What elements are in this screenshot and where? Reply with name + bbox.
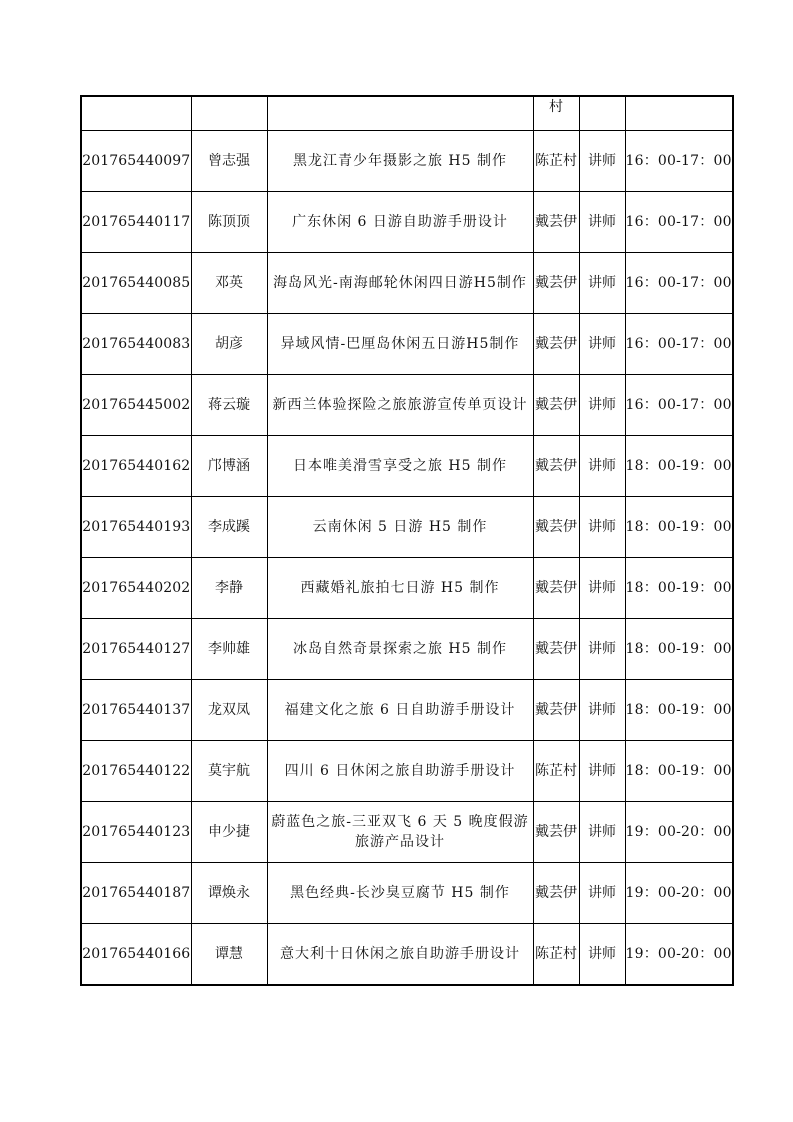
student-id-cell: 201765445002 [81, 375, 191, 436]
tutor-cell: 戴芸伊 [533, 619, 579, 680]
project-title-cell: 蔚蓝色之旅-三亚双飞 6 天 5 晚度假游旅游产品设计 [267, 802, 533, 863]
student-id-cell: 201765440166 [81, 924, 191, 986]
table-row [81, 192, 733, 253]
student-name-cell: 李成蹊 [191, 497, 267, 558]
tutor-cell: 戴芸伊 [533, 436, 579, 497]
tutor-cell: 陈芷村 [533, 741, 579, 802]
tutor-cell: 戴芸伊 [533, 253, 579, 314]
time-slot-cell: 16：00-17：00 [625, 131, 733, 192]
time-slot-cell: 18：00-19：00 [625, 436, 733, 497]
student-name-cell: 邓英 [191, 253, 267, 314]
student-id-cell: 201765440187 [81, 863, 191, 924]
student-id-cell [81, 96, 191, 131]
tutor-cell: 戴芸伊 [533, 863, 579, 924]
tutor-cell: 陈芷村 [533, 924, 579, 986]
table-row [81, 863, 733, 924]
tutor-rank-cell: 讲师 [579, 680, 625, 741]
tutor-rank-cell: 讲师 [579, 436, 625, 497]
table-row [81, 253, 733, 314]
student-id-cell: 201765440123 [81, 802, 191, 863]
student-id-cell: 201765440202 [81, 558, 191, 619]
table-row [81, 314, 733, 375]
schedule-table [80, 95, 734, 986]
time-slot-cell: 16：00-17：00 [625, 253, 733, 314]
table-row [81, 680, 733, 741]
table-row [81, 131, 733, 192]
student-name-cell: 曾志强 [191, 131, 267, 192]
tutor-cell: 戴芸伊 [533, 192, 579, 253]
student-name-cell [191, 96, 267, 131]
time-slot-cell: 18：00-19：00 [625, 558, 733, 619]
time-slot-cell: 18：00-19：00 [625, 680, 733, 741]
student-name-cell: 谭慧 [191, 924, 267, 986]
project-title-cell: 云南休闲 5 日游 H5 制作 [267, 497, 533, 558]
student-id-cell: 201765440097 [81, 131, 191, 192]
tutor-rank-cell: 讲师 [579, 131, 625, 192]
student-name-cell: 陈顶顶 [191, 192, 267, 253]
table-row [81, 497, 733, 558]
tutor-cell: 戴芸伊 [533, 802, 579, 863]
project-title-cell: 四川 6 日休闲之旅自助游手册设计 [267, 741, 533, 802]
project-title-cell: 黑龙江青少年摄影之旅 H5 制作 [267, 131, 533, 192]
tutor-cell: 戴芸伊 [533, 558, 579, 619]
table-row [81, 619, 733, 680]
project-title-cell: 福建文化之旅 6 日自助游手册设计 [267, 680, 533, 741]
time-slot-cell: 16：00-17：00 [625, 314, 733, 375]
tutor-cell: 戴芸伊 [533, 375, 579, 436]
project-title-cell: 新西兰体验探险之旅旅游宣传单页设计 [267, 375, 533, 436]
table-row [81, 558, 733, 619]
student-name-cell: 龙双凤 [191, 680, 267, 741]
student-name-cell: 胡彦 [191, 314, 267, 375]
tutor-rank-cell [579, 96, 625, 131]
student-name-cell: 邝博涵 [191, 436, 267, 497]
student-id-cell: 201765440137 [81, 680, 191, 741]
student-name-cell: 李帅雄 [191, 619, 267, 680]
project-title-cell: 海岛风光-南海邮轮休闲四日游H5制作 [267, 253, 533, 314]
student-name-cell: 莫宇航 [191, 741, 267, 802]
time-slot-cell: 16：00-17：00 [625, 375, 733, 436]
project-title-cell: 日本唯美滑雪享受之旅 H5 制作 [267, 436, 533, 497]
table-row [81, 802, 733, 863]
tutor-cell: 戴芸伊 [533, 497, 579, 558]
project-title-cell: 异域风情-巴厘岛休闲五日游H5制作 [267, 314, 533, 375]
table-row [81, 741, 733, 802]
time-slot-cell: 19：00-20：00 [625, 802, 733, 863]
tutor-rank-cell: 讲师 [579, 314, 625, 375]
student-name-cell: 申少捷 [191, 802, 267, 863]
tutor-rank-cell: 讲师 [579, 192, 625, 253]
student-id-cell: 201765440085 [81, 253, 191, 314]
tutor-rank-cell: 讲师 [579, 802, 625, 863]
time-slot-cell: 18：00-19：00 [625, 741, 733, 802]
time-slot-cell: 18：00-19：00 [625, 497, 733, 558]
tutor-rank-cell: 讲师 [579, 619, 625, 680]
project-title-cell: 西藏婚礼旅拍七日游 H5 制作 [267, 558, 533, 619]
tutor-cell: 戴芸伊 [533, 680, 579, 741]
time-slot-cell: 18：00-19：00 [625, 619, 733, 680]
table-row [81, 436, 733, 497]
student-id-cell: 201765440117 [81, 192, 191, 253]
table-row-continued [81, 96, 733, 131]
tutor-rank-cell: 讲师 [579, 924, 625, 986]
time-slot-cell: 16：00-17：00 [625, 192, 733, 253]
student-id-cell: 201765440127 [81, 619, 191, 680]
tutor-rank-cell: 讲师 [579, 558, 625, 619]
project-title-cell: 广东休闲 6 日游自助游手册设计 [267, 192, 533, 253]
tutor-rank-cell: 讲师 [579, 863, 625, 924]
project-title-cell: 冰岛自然奇景探索之旅 H5 制作 [267, 619, 533, 680]
student-name-cell: 谭焕永 [191, 863, 267, 924]
student-id-cell: 201765440162 [81, 436, 191, 497]
time-slot-cell: 19：00-20：00 [625, 863, 733, 924]
time-slot-cell: 19：00-20：00 [625, 924, 733, 986]
project-title-cell: 意大利十日休闲之旅自助游手册设计 [267, 924, 533, 986]
student-name-cell: 李静 [191, 558, 267, 619]
time-slot-cell [625, 96, 733, 131]
tutor-rank-cell: 讲师 [579, 741, 625, 802]
tutor-rank-cell: 讲师 [579, 497, 625, 558]
student-id-cell: 201765440193 [81, 497, 191, 558]
student-id-cell: 201765440083 [81, 314, 191, 375]
project-title-cell [267, 96, 533, 131]
project-title-cell: 黑色经典-长沙臭豆腐节 H5 制作 [267, 863, 533, 924]
tutor-cell: 陈芷村 [533, 131, 579, 192]
student-name-cell: 蒋云璇 [191, 375, 267, 436]
tutor-cell: 戴芸伊 [533, 314, 579, 375]
tutor-rank-cell: 讲师 [579, 375, 625, 436]
student-id-cell: 201765440122 [81, 741, 191, 802]
table-row [81, 375, 733, 436]
tutor-rank-cell: 讲师 [579, 253, 625, 314]
schedule-table-body [81, 96, 733, 985]
tutor-cell: 村 [533, 96, 579, 131]
table-row [81, 924, 733, 986]
